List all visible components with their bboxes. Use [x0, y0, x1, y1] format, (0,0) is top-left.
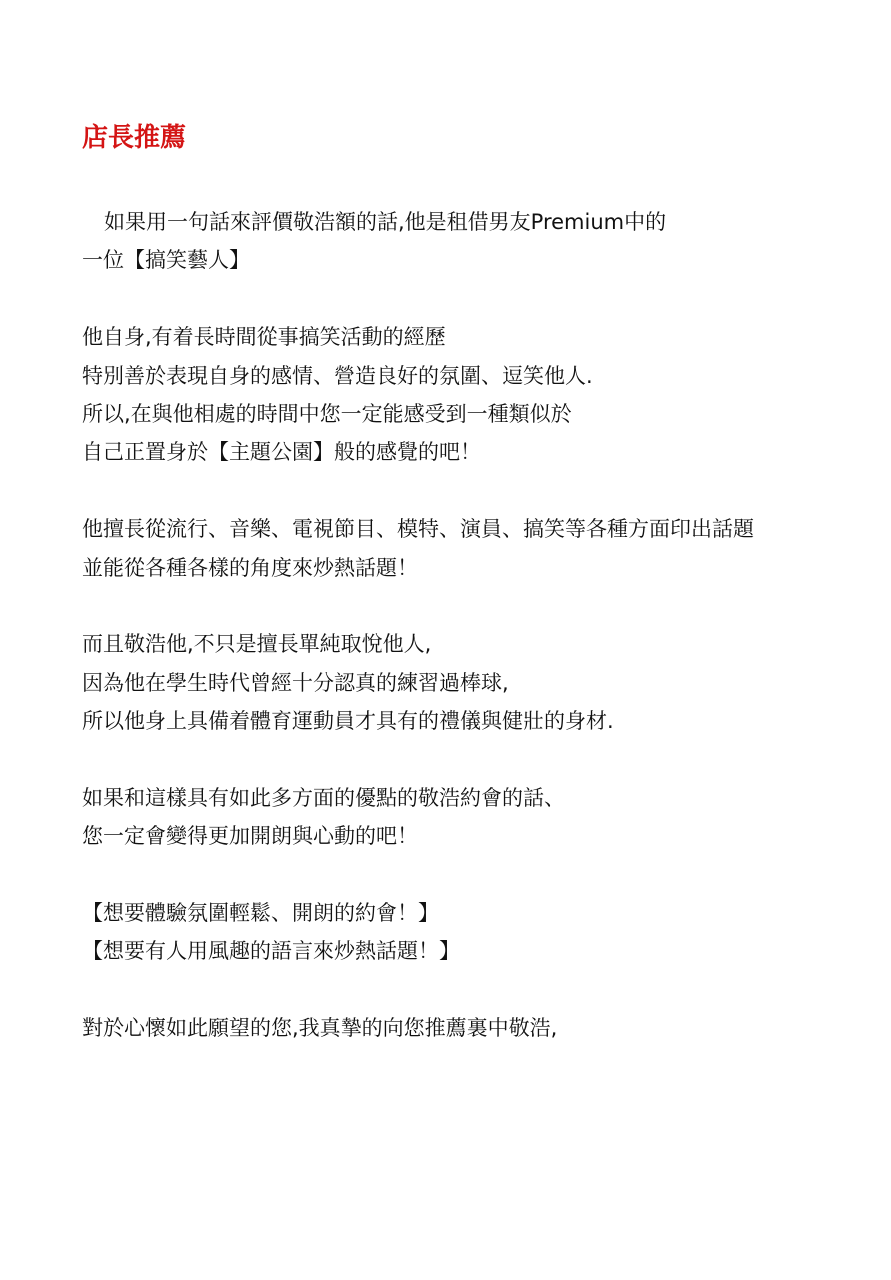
text-line: 您一定會變得更加開朗與心動的吧！ — [82, 824, 418, 849]
text-line: 【想要體驗氛圍輕鬆、開朗的約會！】 — [82, 901, 439, 926]
paragraph-gap — [82, 587, 882, 625]
text-line: 所以他身上具備着體育運動員才具有的禮儀與健壯的身材. — [82, 709, 614, 734]
text-line: 一位【搞笑藝人】 — [82, 248, 250, 273]
paragraph-gap — [82, 856, 882, 894]
paragraph-gap — [82, 740, 882, 778]
text-line: 他自身,有着長時間從事搞笑活動的經歷 — [82, 325, 446, 350]
paragraph-gap — [82, 472, 882, 510]
body-text — [82, 203, 882, 1048]
text-line: 並能從各種各樣的角度來炒熱話題！ — [82, 555, 418, 580]
text-line: 如果和這樣具有如此多方面的優點的敬浩約會的話、 — [82, 785, 565, 810]
text-line: 如果用一句話來評價敬浩額的話,他是租借男友Premium中的 — [104, 210, 667, 234]
page-title: 店長推薦 — [82, 123, 187, 153]
paragraph-gap — [82, 280, 882, 318]
text-line: 因為他在學生時代曾經十分認真的練習過棒球, — [82, 670, 509, 695]
text-line: 對於心懷如此願望的您,我真摯的向您推薦裏中敬浩, — [82, 1016, 558, 1041]
text-line: 他擅長從流行、音樂、電視節目、模特、演員、搞笑等各種方面印出話題 — [82, 517, 754, 542]
text-line: 【想要有人用風趣的語言來炒熱話題！】 — [82, 939, 460, 964]
text-line: 自己正置身於【主題公園】般的感覺的吧！ — [82, 440, 481, 465]
text-line: 所以,在與他相處的時間中您一定能感受到一種類似於 — [82, 401, 572, 426]
text-line: 特別善於表現自身的感情、營造良好的氛圍、逗笑他人. — [82, 363, 593, 388]
paragraph-gap — [82, 971, 882, 1009]
text-line: 而且敬浩他,不只是擅長單純取悅他人, — [82, 632, 432, 657]
